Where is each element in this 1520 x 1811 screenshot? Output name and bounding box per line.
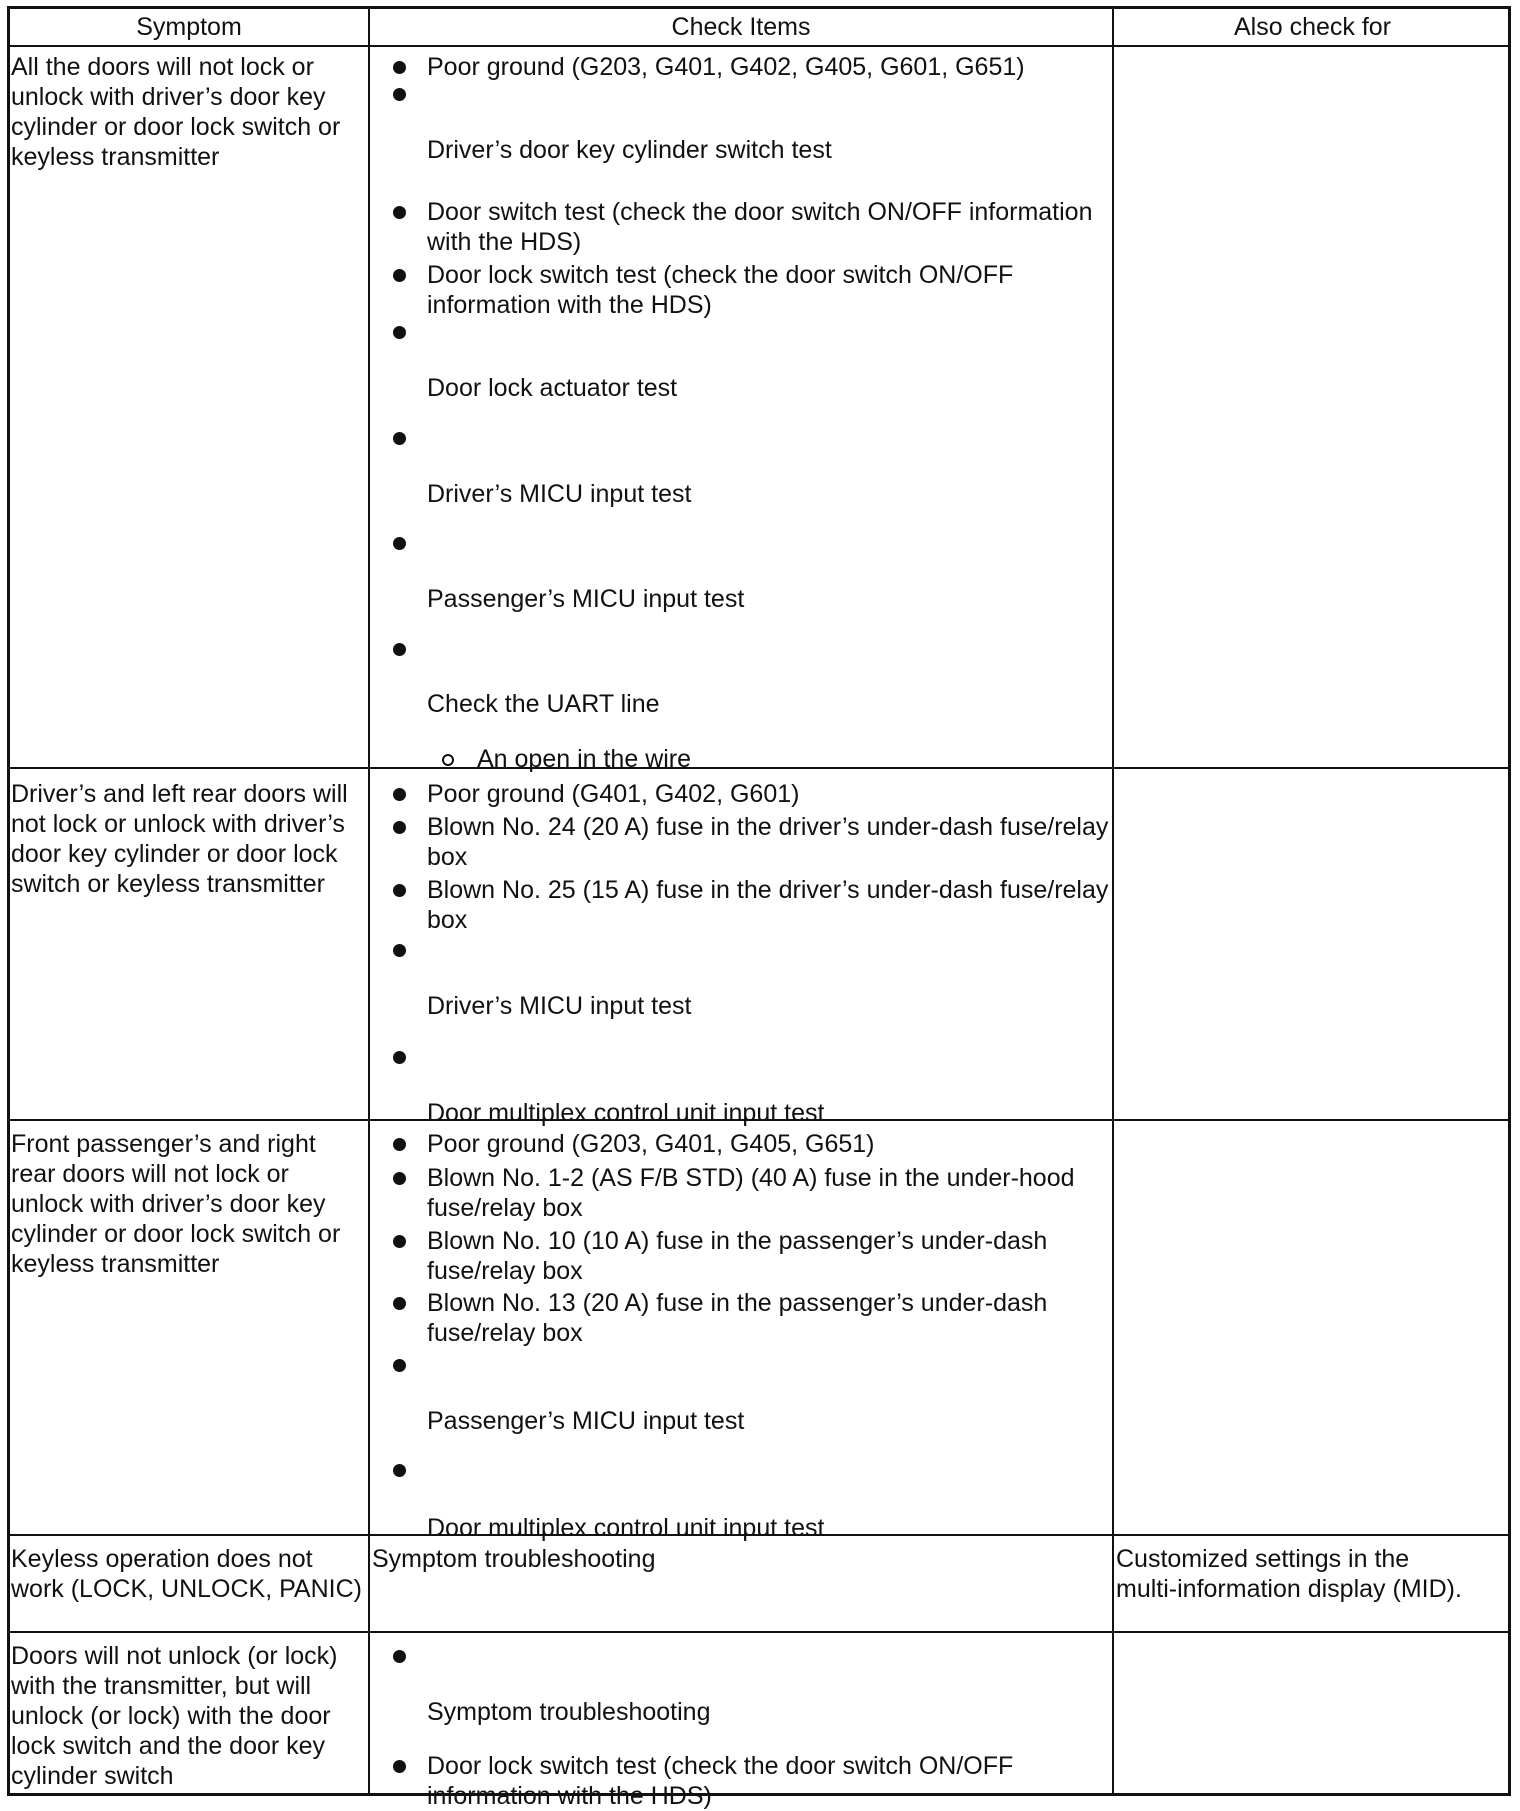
header-symptom: Symptom — [136, 13, 242, 41]
check-item-text: Driver’s MICU input test — [427, 992, 692, 1020]
symptom-text: Keyless operation does not — [11, 1545, 313, 1573]
sub-item-text: An open in the wire — [477, 745, 692, 773]
symptom-text: cylinder switch — [11, 1762, 174, 1790]
symptom-text: cylinder or door lock switch or — [11, 1220, 341, 1248]
bullet-icon — [393, 206, 406, 219]
symptom-text: not lock or unlock with driver’s — [11, 810, 345, 838]
check-item-text: box — [427, 906, 468, 934]
check-item-text: Door switch test (check the door switch ON/OFF information — [427, 198, 1093, 226]
check-item-text: Driver’s door key cylinder switch test — [427, 136, 832, 164]
bullet-icon — [393, 643, 406, 656]
check-item-text: Blown No. 1-2 (AS F/B STD) (40 A) fuse in the under-hood — [427, 1164, 1075, 1192]
symptom-text: All the doors will not lock or — [11, 53, 314, 81]
symptom-text: lock switch and the door key — [11, 1732, 326, 1760]
bullet-icon — [393, 821, 406, 834]
check-item-text: Blown No. 25 (15 A) fuse in the driver’s under-dash fuse/relay — [427, 876, 1109, 904]
check-item-text: Passenger’s MICU input test — [427, 1407, 745, 1435]
check-item-text: Poor ground (G203, G401, G402, G405, G601, G651) — [427, 53, 1025, 81]
symptom-text: unlock with driver’s door key — [11, 83, 326, 111]
bullet-icon — [393, 1760, 406, 1773]
column-divider-1 — [368, 9, 370, 1793]
bullet-icon — [393, 269, 406, 282]
check-item-text: fuse/relay box — [427, 1194, 583, 1222]
symptom-text: unlock (or lock) with the door — [11, 1702, 331, 1730]
check-item-text: fuse/relay box — [427, 1257, 583, 1285]
check-item-text: information with the HDS) — [427, 1782, 712, 1810]
check-item-text: Driver’s MICU input test — [427, 480, 692, 508]
check-item-text: box — [427, 843, 468, 871]
bullet-icon — [393, 1235, 406, 1248]
bullet-icon — [393, 944, 406, 957]
bullet-icon — [393, 1297, 406, 1310]
bullet-icon — [393, 1359, 406, 1372]
symptom-text: cylinder or door lock switch or — [11, 113, 341, 141]
sub-bullet-icon — [442, 754, 454, 766]
bullet-icon — [393, 1051, 406, 1064]
symptom-text: Driver’s and left rear doors will — [11, 780, 348, 808]
check-item-text: Blown No. 13 (20 A) fuse in the passenger’s under-dash — [427, 1289, 1048, 1317]
symptom-text: work (LOCK, UNLOCK, PANIC) — [11, 1575, 362, 1603]
check-item-text: Door lock switch test (check the door switch ON/OFF — [427, 1752, 1014, 1780]
check-item-text: Passenger’s MICU input test — [427, 585, 745, 613]
symptom-text: with the transmitter, but will — [11, 1672, 312, 1700]
check-item-text: Door multiplex control unit input test — [427, 1514, 825, 1542]
symptom-text: door key cylinder or door lock — [11, 840, 338, 868]
bullet-icon — [393, 61, 406, 74]
header-check-items: Check Items — [671, 13, 811, 41]
symptom-text: rear doors will not lock or — [11, 1160, 289, 1188]
check-item-text: Check the UART line — [427, 690, 660, 718]
check-item-text: information with the HDS) — [427, 291, 712, 319]
check-item-text: Symptom troubleshooting — [427, 1698, 711, 1726]
symptom-text: unlock with driver’s door key — [11, 1190, 326, 1218]
symptom-text: keyless transmitter — [11, 143, 220, 171]
check-item-text: Blown No. 24 (20 A) fuse in the driver’s under-dash fuse/relay — [427, 813, 1109, 841]
bullet-icon — [393, 432, 406, 445]
row-divider-4 — [10, 1631, 1508, 1633]
bullet-icon — [393, 884, 406, 897]
symptom-text: Doors will not unlock (or lock) — [11, 1642, 338, 1670]
bullet-icon — [393, 1464, 406, 1477]
column-divider-2 — [1112, 9, 1114, 1793]
header-also-check: Also check for — [1233, 13, 1391, 41]
troubleshooting-table — [7, 6, 1511, 1810]
bullet-icon — [393, 1172, 406, 1185]
bullet-icon — [393, 1650, 406, 1663]
bullet-icon — [393, 326, 406, 339]
check-item-text: fuse/relay box — [427, 1319, 583, 1347]
check-item-text: Door lock actuator test — [427, 374, 678, 402]
also-check-text: multi-information display (MID). — [1116, 1575, 1462, 1603]
check-item-text: Symptom troubleshooting — [372, 1545, 656, 1573]
also-check-text: Customized settings in the — [1116, 1545, 1410, 1573]
check-item-text: Poor ground (G203, G401, G405, G651) — [427, 1130, 875, 1158]
check-item-text: with the HDS) — [427, 228, 582, 256]
check-item-text: Blown No. 10 (10 A) fuse in the passenger’s under-dash — [427, 1227, 1048, 1255]
check-item-text: Poor ground (G401, G402, G601) — [427, 780, 800, 808]
symptom-text: keyless transmitter — [11, 1250, 220, 1278]
symptom-text: switch or keyless transmitter — [11, 870, 325, 898]
bullet-icon — [393, 788, 406, 801]
header-divider — [10, 45, 1508, 47]
row-divider-1 — [10, 767, 1508, 769]
check-item-text: Door lock switch test (check the door switch ON/OFF — [427, 261, 1014, 289]
bullet-icon — [393, 1138, 406, 1151]
symptom-text: Front passenger’s and right — [11, 1130, 316, 1158]
bullet-icon — [393, 537, 406, 550]
bullet-icon — [393, 88, 406, 101]
check-item-text: Door multiplex control unit input test — [427, 1099, 825, 1127]
